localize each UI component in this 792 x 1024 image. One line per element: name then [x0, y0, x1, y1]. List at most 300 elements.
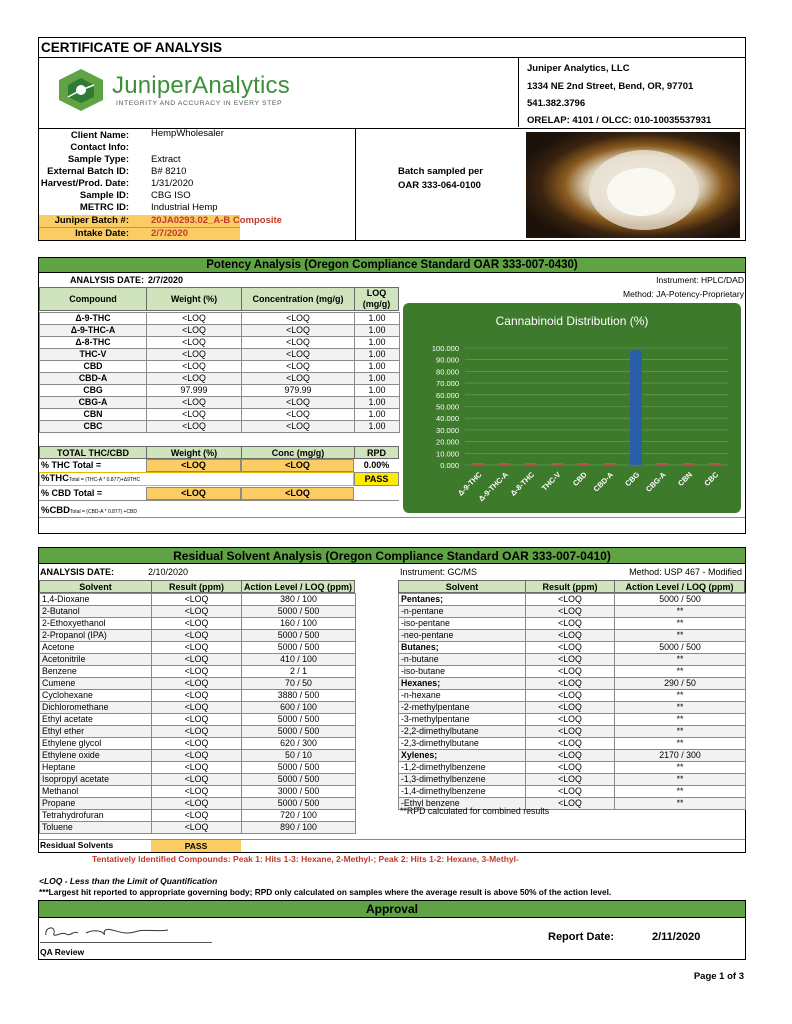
- potency-cell: CBN: [40, 409, 147, 421]
- solvent-right-cell: <LOQ: [526, 750, 615, 762]
- potency-cell: CBD: [40, 361, 147, 373]
- potency-cell: Δ-8-THC: [40, 337, 147, 349]
- solvent-left-cell: Cumene: [40, 678, 152, 690]
- chart-ytick: 20.000: [436, 437, 459, 447]
- solvent-left-cell: 1,4-Dioxane: [40, 594, 152, 606]
- solvent-left-cell: 5000 / 500: [242, 642, 356, 654]
- potency-cell: 1.00: [355, 421, 400, 433]
- solvent-left-row: [40, 666, 356, 678]
- solvent-left-cell: 5000 / 500: [242, 606, 356, 618]
- solvent-right-cell: -1,4-dimethylbenzene: [399, 786, 526, 798]
- potency-cell: <LOQ: [147, 313, 242, 325]
- solvent-left-row: [40, 822, 356, 834]
- chart-bar: [499, 463, 511, 465]
- solvent-left-cell: 5000 / 500: [242, 762, 356, 774]
- hit-footnote: ***Largest hit reported to appropriate governing body; RPD only calculated on samples where the average result is above 50% of the action level.: [39, 887, 612, 897]
- potency-cell: <LOQ: [242, 325, 355, 337]
- thc-pass: PASS: [364, 474, 389, 484]
- chart-xtick: CBC: [702, 470, 721, 488]
- client-label: External Batch ID:: [47, 166, 129, 177]
- solvent-left-cell: 600 / 100: [242, 702, 356, 714]
- solvent-col-header: Result (ppm): [525, 580, 615, 593]
- logo-tagline: INTEGRITY AND ACCURACY IN EVERY STEP: [116, 100, 283, 107]
- potency-cell: 1.00: [355, 349, 400, 361]
- solvent-right-cell: **: [615, 798, 746, 810]
- solvent-left-cell: 5000 / 500: [242, 630, 356, 642]
- potency-cell: <LOQ: [242, 313, 355, 325]
- chart-ytick: 10.000: [436, 449, 459, 459]
- potency-table: [39, 312, 400, 433]
- intake-date: 2/7/2020: [151, 228, 188, 239]
- solvent-left-cell: Dichloromethane: [40, 702, 152, 714]
- doc-title: CERTIFICATE OF ANALYSIS: [41, 40, 223, 55]
- solvent-left-cell: 2-Propanol (IPA): [40, 630, 152, 642]
- juniper-logo-icon: [56, 68, 106, 112]
- solvent-left-cell: <LOQ: [152, 690, 242, 702]
- lab-phone: 541.382.3796: [527, 98, 586, 109]
- chart-ytick: 100.000: [431, 344, 459, 353]
- solvent-right-row: [399, 666, 746, 678]
- solvent-right-cell: -n-hexane: [399, 690, 526, 702]
- solvent-left-cell: Ethylene glycol: [40, 738, 152, 750]
- potency-date-label: ANALYSIS DATE:: [70, 275, 145, 285]
- solvent-right-cell: 2170 / 300: [615, 750, 746, 762]
- solvent-right-cell: **: [615, 690, 746, 702]
- rpd-note: **RPD calculated for combined results: [400, 806, 550, 816]
- solvent-left-cell: Propane: [40, 798, 152, 810]
- solvent-left-cell: <LOQ: [152, 714, 242, 726]
- chart-xtick: THC-V: [539, 470, 563, 493]
- solvent-right-row: [399, 762, 746, 774]
- potency-cell: <LOQ: [147, 373, 242, 385]
- thc-total-weight: <LOQ: [181, 460, 206, 470]
- solvent-left-cell: 3880 / 500: [242, 690, 356, 702]
- solvent-right-cell: -1,3-dimethylbenzene: [399, 774, 526, 786]
- solvent-left-row: [40, 654, 356, 666]
- cbd-total-conc: <LOQ: [285, 488, 310, 498]
- solvent-left-row: [40, 774, 356, 786]
- solvent-right-row: [399, 678, 746, 690]
- qa-review: QA Review: [40, 947, 85, 957]
- potency-instrument: Instrument: HPLC/DAD: [656, 275, 744, 285]
- chart-bar: [525, 463, 537, 465]
- solvent-right-cell: -iso-butane: [399, 666, 526, 678]
- solvent-left-row: [40, 702, 356, 714]
- logo: [56, 68, 326, 114]
- solvent-right-row: [399, 630, 746, 642]
- solvent-left-cell: 380 / 100: [242, 594, 356, 606]
- totals-header: Weight (%): [146, 446, 242, 459]
- client-label: Juniper Batch #:: [54, 215, 129, 226]
- potency-row: [40, 349, 400, 361]
- solvent-right-cell: **: [615, 702, 746, 714]
- solvent-right-cell: <LOQ: [526, 594, 615, 606]
- residual-pass: PASS: [184, 841, 208, 851]
- solvent-right-cell: -2-methylpentane: [399, 702, 526, 714]
- report-date: 2/11/2020: [652, 931, 701, 943]
- solvent-right-cell: <LOQ: [526, 678, 615, 690]
- chart-ytick: 60.000: [436, 390, 459, 400]
- solvent-right-cell: **: [615, 762, 746, 774]
- solvent-col-header: Action Level / LOQ (ppm): [614, 580, 745, 593]
- potency-row: [40, 397, 400, 409]
- chart-bar: [551, 463, 563, 465]
- solvent-right-row: [399, 606, 746, 618]
- batch-note: Batch sampled per: [398, 166, 483, 177]
- solvent-left-row: [40, 762, 356, 774]
- solvent-left-cell: Tetrahydrofuran: [40, 810, 152, 822]
- solvent-left-cell: <LOQ: [152, 618, 242, 630]
- solvent-right-cell: Xylenes;: [399, 750, 526, 762]
- solvent-right-cell: <LOQ: [526, 642, 615, 654]
- potency-row: [40, 373, 400, 385]
- client-label: Intake Date:: [75, 228, 129, 239]
- solvent-right-cell: **: [615, 714, 746, 726]
- chart-bar: [656, 463, 668, 465]
- solvent-left-cell: Ethylene oxide: [40, 750, 152, 762]
- solvent-right-row: [399, 690, 746, 702]
- potency-col-header: Compound: [39, 287, 147, 311]
- potency-col-header: LOQ (mg/g): [354, 287, 399, 311]
- solvent-col-header: Result (ppm): [151, 580, 242, 593]
- solvent-left-cell: Toluene: [40, 822, 152, 834]
- lab-license: ORELAP: 4101 / OLCC: 010-10035537931: [527, 115, 712, 126]
- chart-ytick: 70.000: [436, 379, 459, 389]
- solvent-col-header: Solvent: [398, 580, 526, 593]
- potency-cell: 1.00: [355, 385, 400, 397]
- solvent-right-cell: -neo-pentane: [399, 630, 526, 642]
- solvent-left-row: [40, 678, 356, 690]
- potency-cell: <LOQ: [147, 361, 242, 373]
- solvent-right-cell: -2,2-dimethylbutane: [399, 726, 526, 738]
- solvent-left-cell: 890 / 100: [242, 822, 356, 834]
- potency-title: Potency Analysis (Oregon Compliance Standard OAR 333-007-0430): [38, 257, 746, 273]
- harvest-date: 1/31/2020: [151, 178, 194, 189]
- potency-cell: 97.999: [147, 385, 242, 397]
- solvent-left-cell: <LOQ: [152, 630, 242, 642]
- solvent-left-cell: 2-Butanol: [40, 606, 152, 618]
- potency-row: [40, 385, 400, 397]
- potency-row: [40, 325, 400, 337]
- solvent-left-cell: 70 / 50: [242, 678, 356, 690]
- solvent-right-cell: <LOQ: [526, 714, 615, 726]
- potency-cell: <LOQ: [242, 409, 355, 421]
- solvent-left-row: [40, 594, 356, 606]
- potency-cell: Δ-9-THC: [40, 313, 147, 325]
- solvent-left-cell: <LOQ: [152, 726, 242, 738]
- solvent-right-row: [399, 594, 746, 606]
- sample-photo: [526, 132, 740, 238]
- solvent-col-header: Action Level / LOQ (ppm): [241, 580, 355, 593]
- potency-row: [40, 421, 400, 433]
- cbd-formula: %CBDTotal = (CBD-A * 0.877) +CBD: [41, 505, 138, 516]
- solvent-left-cell: 620 / 300: [242, 738, 356, 750]
- potency-cell: 1.00: [355, 337, 400, 349]
- solvent-right-cell: **: [615, 726, 746, 738]
- potency-cell: <LOQ: [147, 397, 242, 409]
- divider: [355, 128, 356, 241]
- solvent-right-cell: Hexanes;: [399, 678, 526, 690]
- client-label: Contact Info:: [70, 142, 129, 153]
- potency-cell: CBG-A: [40, 397, 147, 409]
- solvent-table-left: [39, 593, 356, 834]
- potency-date: 2/7/2020: [148, 275, 184, 285]
- chart-xtick: CBD: [570, 470, 589, 488]
- client-label: METRC ID:: [79, 202, 129, 213]
- solvent-right-cell: <LOQ: [526, 702, 615, 714]
- solvent-left-cell: <LOQ: [152, 798, 242, 810]
- solvent-left-cell: 5000 / 500: [242, 714, 356, 726]
- solvent-left-cell: <LOQ: [152, 642, 242, 654]
- solvent-right-row: [399, 654, 746, 666]
- totals-header: Conc (mg/g): [241, 446, 355, 459]
- solvent-left-cell: <LOQ: [152, 810, 242, 822]
- solvent-right-cell: <LOQ: [526, 726, 615, 738]
- solvent-left-cell: Heptane: [40, 762, 152, 774]
- solvent-left-cell: <LOQ: [152, 822, 242, 834]
- solvent-date: 2/10/2020: [148, 567, 189, 577]
- chart-ytick: 80.000: [436, 367, 459, 377]
- solvent-left-cell: <LOQ: [152, 750, 242, 762]
- potency-cell: <LOQ: [242, 337, 355, 349]
- solvent-right-cell: 290 / 50: [615, 678, 746, 690]
- solvent-right-cell: <LOQ: [526, 774, 615, 786]
- solvent-right-cell: -n-pentane: [399, 606, 526, 618]
- lab-address: 1334 NE 2nd Street, Bend, OR, 97701: [527, 81, 694, 92]
- potency-cell: <LOQ: [147, 337, 242, 349]
- solvent-left-cell: Ethyl ether: [40, 726, 152, 738]
- solvent-left-cell: 5000 / 500: [242, 774, 356, 786]
- solvent-left-row: [40, 798, 356, 810]
- solvent-right-row: [399, 702, 746, 714]
- solvent-left-cell: 720 / 100: [242, 810, 356, 822]
- solvent-right-cell: -3-methylpentane: [399, 714, 526, 726]
- chart-bar: [709, 463, 721, 465]
- solvent-right-row: [399, 642, 746, 654]
- solvent-right-cell: <LOQ: [526, 666, 615, 678]
- solvent-right-cell: -iso-pentane: [399, 618, 526, 630]
- solvent-left-cell: 2 / 1: [242, 666, 356, 678]
- solvent-left-row: [40, 714, 356, 726]
- solvent-left-cell: 410 / 100: [242, 654, 356, 666]
- solvent-left-cell: <LOQ: [152, 678, 242, 690]
- solvent-right-cell: Pentanes;: [399, 594, 526, 606]
- chart-bar: [683, 463, 695, 465]
- metrc-id: Industrial Hemp: [151, 202, 218, 213]
- chart-bar: [472, 463, 484, 465]
- chart-xtick: CBD-A: [591, 470, 616, 494]
- potency-cell: <LOQ: [147, 325, 242, 337]
- solvent-right-cell: **: [615, 666, 746, 678]
- solvent-left-cell: <LOQ: [152, 594, 242, 606]
- solvent-left-cell: <LOQ: [152, 606, 242, 618]
- solvent-title: Residual Solvent Analysis (Oregon Compliance Standard OAR 333-007-0410): [38, 547, 746, 564]
- potency-row: [40, 409, 400, 421]
- potency-cell: THC-V: [40, 349, 147, 361]
- chart-bar: [630, 350, 642, 465]
- solvent-right-row: [399, 774, 746, 786]
- potency-method: Method: JA-Potency-Proprietary: [623, 289, 744, 299]
- potency-cell: 1.00: [355, 397, 400, 409]
- signature-line: [40, 942, 212, 943]
- potency-row: [40, 361, 400, 373]
- external-batch-id: B# 8210: [151, 166, 187, 177]
- potency-cell: 1.00: [355, 325, 400, 337]
- chart-title: Cannabinoid Distribution (%): [495, 314, 649, 328]
- solvent-left-cell: 5000 / 500: [242, 726, 356, 738]
- client-label: Harvest/Prod. Date:: [40, 178, 129, 189]
- solvent-right-row: [399, 618, 746, 630]
- client-name: HempWholesaler: [151, 128, 224, 139]
- solvent-right-row: [399, 714, 746, 726]
- potency-cell: CBC: [40, 421, 147, 433]
- solvent-left-cell: 160 / 100: [242, 618, 356, 630]
- solvent-right-cell: -1,2-dimethylbenzene: [399, 762, 526, 774]
- chart-ytick: 0.000: [440, 461, 459, 470]
- solvent-right-cell: 5000 / 500: [615, 594, 746, 606]
- solvent-right-cell: **: [615, 786, 746, 798]
- solvent-left-cell: <LOQ: [152, 654, 242, 666]
- solvent-right-row: [399, 726, 746, 738]
- solvent-left-row: [40, 690, 356, 702]
- chart-xtick: Δ-9-THC: [455, 470, 484, 498]
- chart-ytick: 30.000: [436, 425, 459, 435]
- potency-cell: <LOQ: [147, 349, 242, 361]
- solvent-right-row: [399, 786, 746, 798]
- potency-cell: <LOQ: [242, 373, 355, 385]
- potency-cell: <LOQ: [242, 397, 355, 409]
- potency-col-header: Concentration (mg/g): [241, 287, 355, 311]
- report-date-label: Report Date:: [548, 931, 615, 943]
- solvent-left-cell: <LOQ: [152, 738, 242, 750]
- solvent-right-cell: **: [615, 774, 746, 786]
- solvent-left-cell: <LOQ: [152, 774, 242, 786]
- solvent-left-cell: <LOQ: [152, 786, 242, 798]
- solvent-col-header: Solvent: [39, 580, 152, 593]
- solvent-left-cell: Acetone: [40, 642, 152, 654]
- solvent-right-cell: -2,3-dimethylbutane: [399, 738, 526, 750]
- solvent-left-cell: 5000 / 500: [242, 798, 356, 810]
- solvent-left-cell: <LOQ: [152, 702, 242, 714]
- solvent-right-cell: **: [615, 654, 746, 666]
- solvent-left-cell: Ethyl acetate: [40, 714, 152, 726]
- solvent-right-cell: <LOQ: [526, 738, 615, 750]
- potency-cell: Δ-9-THC-A: [40, 325, 147, 337]
- solvent-left-cell: Cyclohexane: [40, 690, 152, 702]
- potency-cell: <LOQ: [242, 421, 355, 433]
- client-label: Sample ID:: [79, 190, 129, 201]
- batch-note: OAR 333-064-0100: [398, 180, 481, 191]
- client-label: Sample Type:: [67, 154, 129, 165]
- solvent-right-cell: Butanes;: [399, 642, 526, 654]
- solvent-left-cell: <LOQ: [152, 666, 242, 678]
- approval-title: Approval: [38, 900, 746, 918]
- solvent-left-row: [40, 750, 356, 762]
- thc-formula: %THCTotal = (THC-A * 0.877)+Δ9THC: [41, 473, 141, 484]
- solvent-left-cell: Methanol: [40, 786, 152, 798]
- cbd-total-label: % CBD Total =: [41, 488, 103, 498]
- solvent-left-row: [40, 810, 356, 822]
- chart-bar: [577, 463, 589, 465]
- signature-icon: [42, 921, 172, 943]
- tic-note: Tentatively Identified Compounds: Peak 1: Hits 1-3: Hexane, 2-Methyl-; Peak 2: Hits 1-2: Hexane, 3-Methyl-: [92, 854, 519, 864]
- solvent-right-cell: <LOQ: [526, 630, 615, 642]
- potency-cell: <LOQ: [147, 409, 242, 421]
- logo-brand: JuniperAnalytics: [112, 72, 290, 99]
- solvent-right-cell: **: [615, 606, 746, 618]
- divider: [38, 128, 746, 129]
- lab-name: Juniper Analytics, LLC: [527, 63, 630, 74]
- solvent-right-cell: <LOQ: [526, 606, 615, 618]
- potency-cell: 1.00: [355, 313, 400, 325]
- cbd-total-weight: <LOQ: [181, 488, 206, 498]
- solvent-table-right: [398, 593, 746, 810]
- solvent-left-row: [40, 738, 356, 750]
- cannabinoid-chart: [403, 303, 741, 513]
- solvent-method: Method: USP 467 - Modified: [629, 567, 742, 577]
- client-label: Client Name:: [70, 130, 129, 141]
- sample-id: CBG ISO: [151, 190, 191, 201]
- solvent-right-cell: -Ethyl benzene: [399, 798, 526, 810]
- thc-total-conc: <LOQ: [285, 460, 310, 470]
- solvent-right-cell: **: [615, 738, 746, 750]
- chart-ytick: 40.000: [436, 414, 459, 424]
- thc-total-label: % THC Total =: [41, 460, 102, 470]
- residual-label: Residual Solvents: [40, 840, 114, 850]
- solvent-left-cell: 2-Ethoxyethanol: [40, 618, 152, 630]
- potency-cell: 1.00: [355, 409, 400, 421]
- solvent-left-cell: 3000 / 500: [242, 786, 356, 798]
- chart-xtick: CBG: [623, 470, 642, 489]
- solvent-left-row: [40, 618, 356, 630]
- solvent-left-row: [40, 786, 356, 798]
- solvent-instrument: Instrument: GC/MS: [400, 567, 478, 577]
- solvent-left-row: [40, 726, 356, 738]
- chart-ytick: 50.000: [436, 402, 459, 412]
- solvent-right-cell: <LOQ: [526, 618, 615, 630]
- solvent-left-cell: 50 / 10: [242, 750, 356, 762]
- potency-cell: <LOQ: [242, 349, 355, 361]
- solvent-right-cell: <LOQ: [526, 798, 615, 810]
- potency-cell: 979.99: [242, 385, 355, 397]
- totals-header: TOTAL THC/CBD: [39, 446, 147, 459]
- solvent-left-row: [40, 606, 356, 618]
- divider: [38, 57, 746, 58]
- solvent-left-row: [40, 642, 356, 654]
- chart-xtick: CBN: [676, 470, 694, 488]
- loq-footnote: <LOQ - Less than the Limit of Quantification: [39, 876, 218, 886]
- potency-row: [40, 337, 400, 349]
- potency-cell: 1.00: [355, 361, 400, 373]
- solvent-left-cell: <LOQ: [152, 762, 242, 774]
- totals-header: RPD: [354, 446, 399, 459]
- potency-cell: CBD-A: [40, 373, 147, 385]
- solvent-left-cell: Isopropyl acetate: [40, 774, 152, 786]
- solvent-right-cell: -n-butane: [399, 654, 526, 666]
- solvent-left-cell: Acetonitrile: [40, 654, 152, 666]
- solvent-left-row: [40, 630, 356, 642]
- chart-bar: [604, 463, 616, 465]
- solvent-right-cell: <LOQ: [526, 654, 615, 666]
- juniper-batch: 20JA0293.02_A-B Composite: [151, 215, 282, 226]
- solvent-right-cell: <LOQ: [526, 762, 615, 774]
- chart-xtick: Δ-9-THC-A: [476, 470, 510, 504]
- sample-type: Extract: [151, 154, 181, 165]
- divider: [518, 57, 519, 127]
- solvent-left-cell: Benzene: [40, 666, 152, 678]
- solvent-right-cell: <LOQ: [526, 786, 615, 798]
- thc-rpd: 0.00%: [363, 460, 390, 470]
